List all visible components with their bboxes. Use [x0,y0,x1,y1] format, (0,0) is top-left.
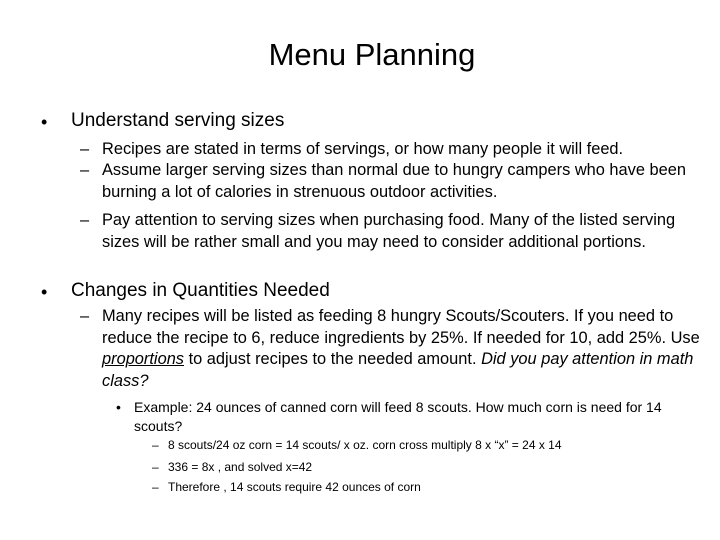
list-item-recipes-servings: Recipes are stated in terms of servings, or how many people it will feed. [102,140,624,158]
section-heading-serving-sizes: Understand serving sizes [71,110,285,131]
list-item-larger-servings: Assume larger serving sizes than normal due to hungry campers who have been burning a lot of calories in strenuous outdoor activities. [102,161,686,201]
example-text: Example: 24 ounces of canned corn will feed 8 scouts. How much corn is need for 14 scouts? [134,399,662,434]
dash-icon: – [152,438,159,452]
example-step-cross-multiply: 8 scouts/24 oz corn = 14 scouts/ x oz. corn cross multiply 8 x “x” = 24 x 14 [168,438,562,452]
bullet-icon: • [41,112,48,132]
example-step-conclusion: Therefore , 14 scouts require 42 ounces of corn [168,480,421,494]
dash-icon: – [152,460,159,474]
example-step-solve: 336 = 8x , and solved x=42 [168,460,313,474]
dash-icon: – [152,480,159,494]
dash-icon: – [80,307,90,325]
dash-icon: – [80,140,90,158]
proportions-emphasis: proportions [102,350,185,368]
math-class-question: Did you pay attention in math class? [102,350,694,390]
list-item-purchasing-food: Pay attention to serving sizes when purchasing food. Many of the listed serving sizes will be rather small and you may need to consider additional portions. [102,211,676,251]
recipe-scaling-text-a: Many recipes will be listed as feeding 8 hungry Scouts/Scouters. If you need to reduce the recipe to 6, reduce ingredients by 25%. If needed for 10, add 25%. Use [102,307,700,347]
list-item-recipe-scaling [102,306,702,392]
section-heading-quantities: Changes in Quantities Needed [71,280,330,301]
bullet-icon: • [41,282,48,302]
bullet-icon: • [116,399,121,415]
dash-icon: – [80,211,90,229]
dash-icon: – [80,161,90,179]
slide-title: Menu Planning [268,37,476,72]
recipe-scaling-text-b: to adjust recipes to the needed amount. [184,350,482,368]
